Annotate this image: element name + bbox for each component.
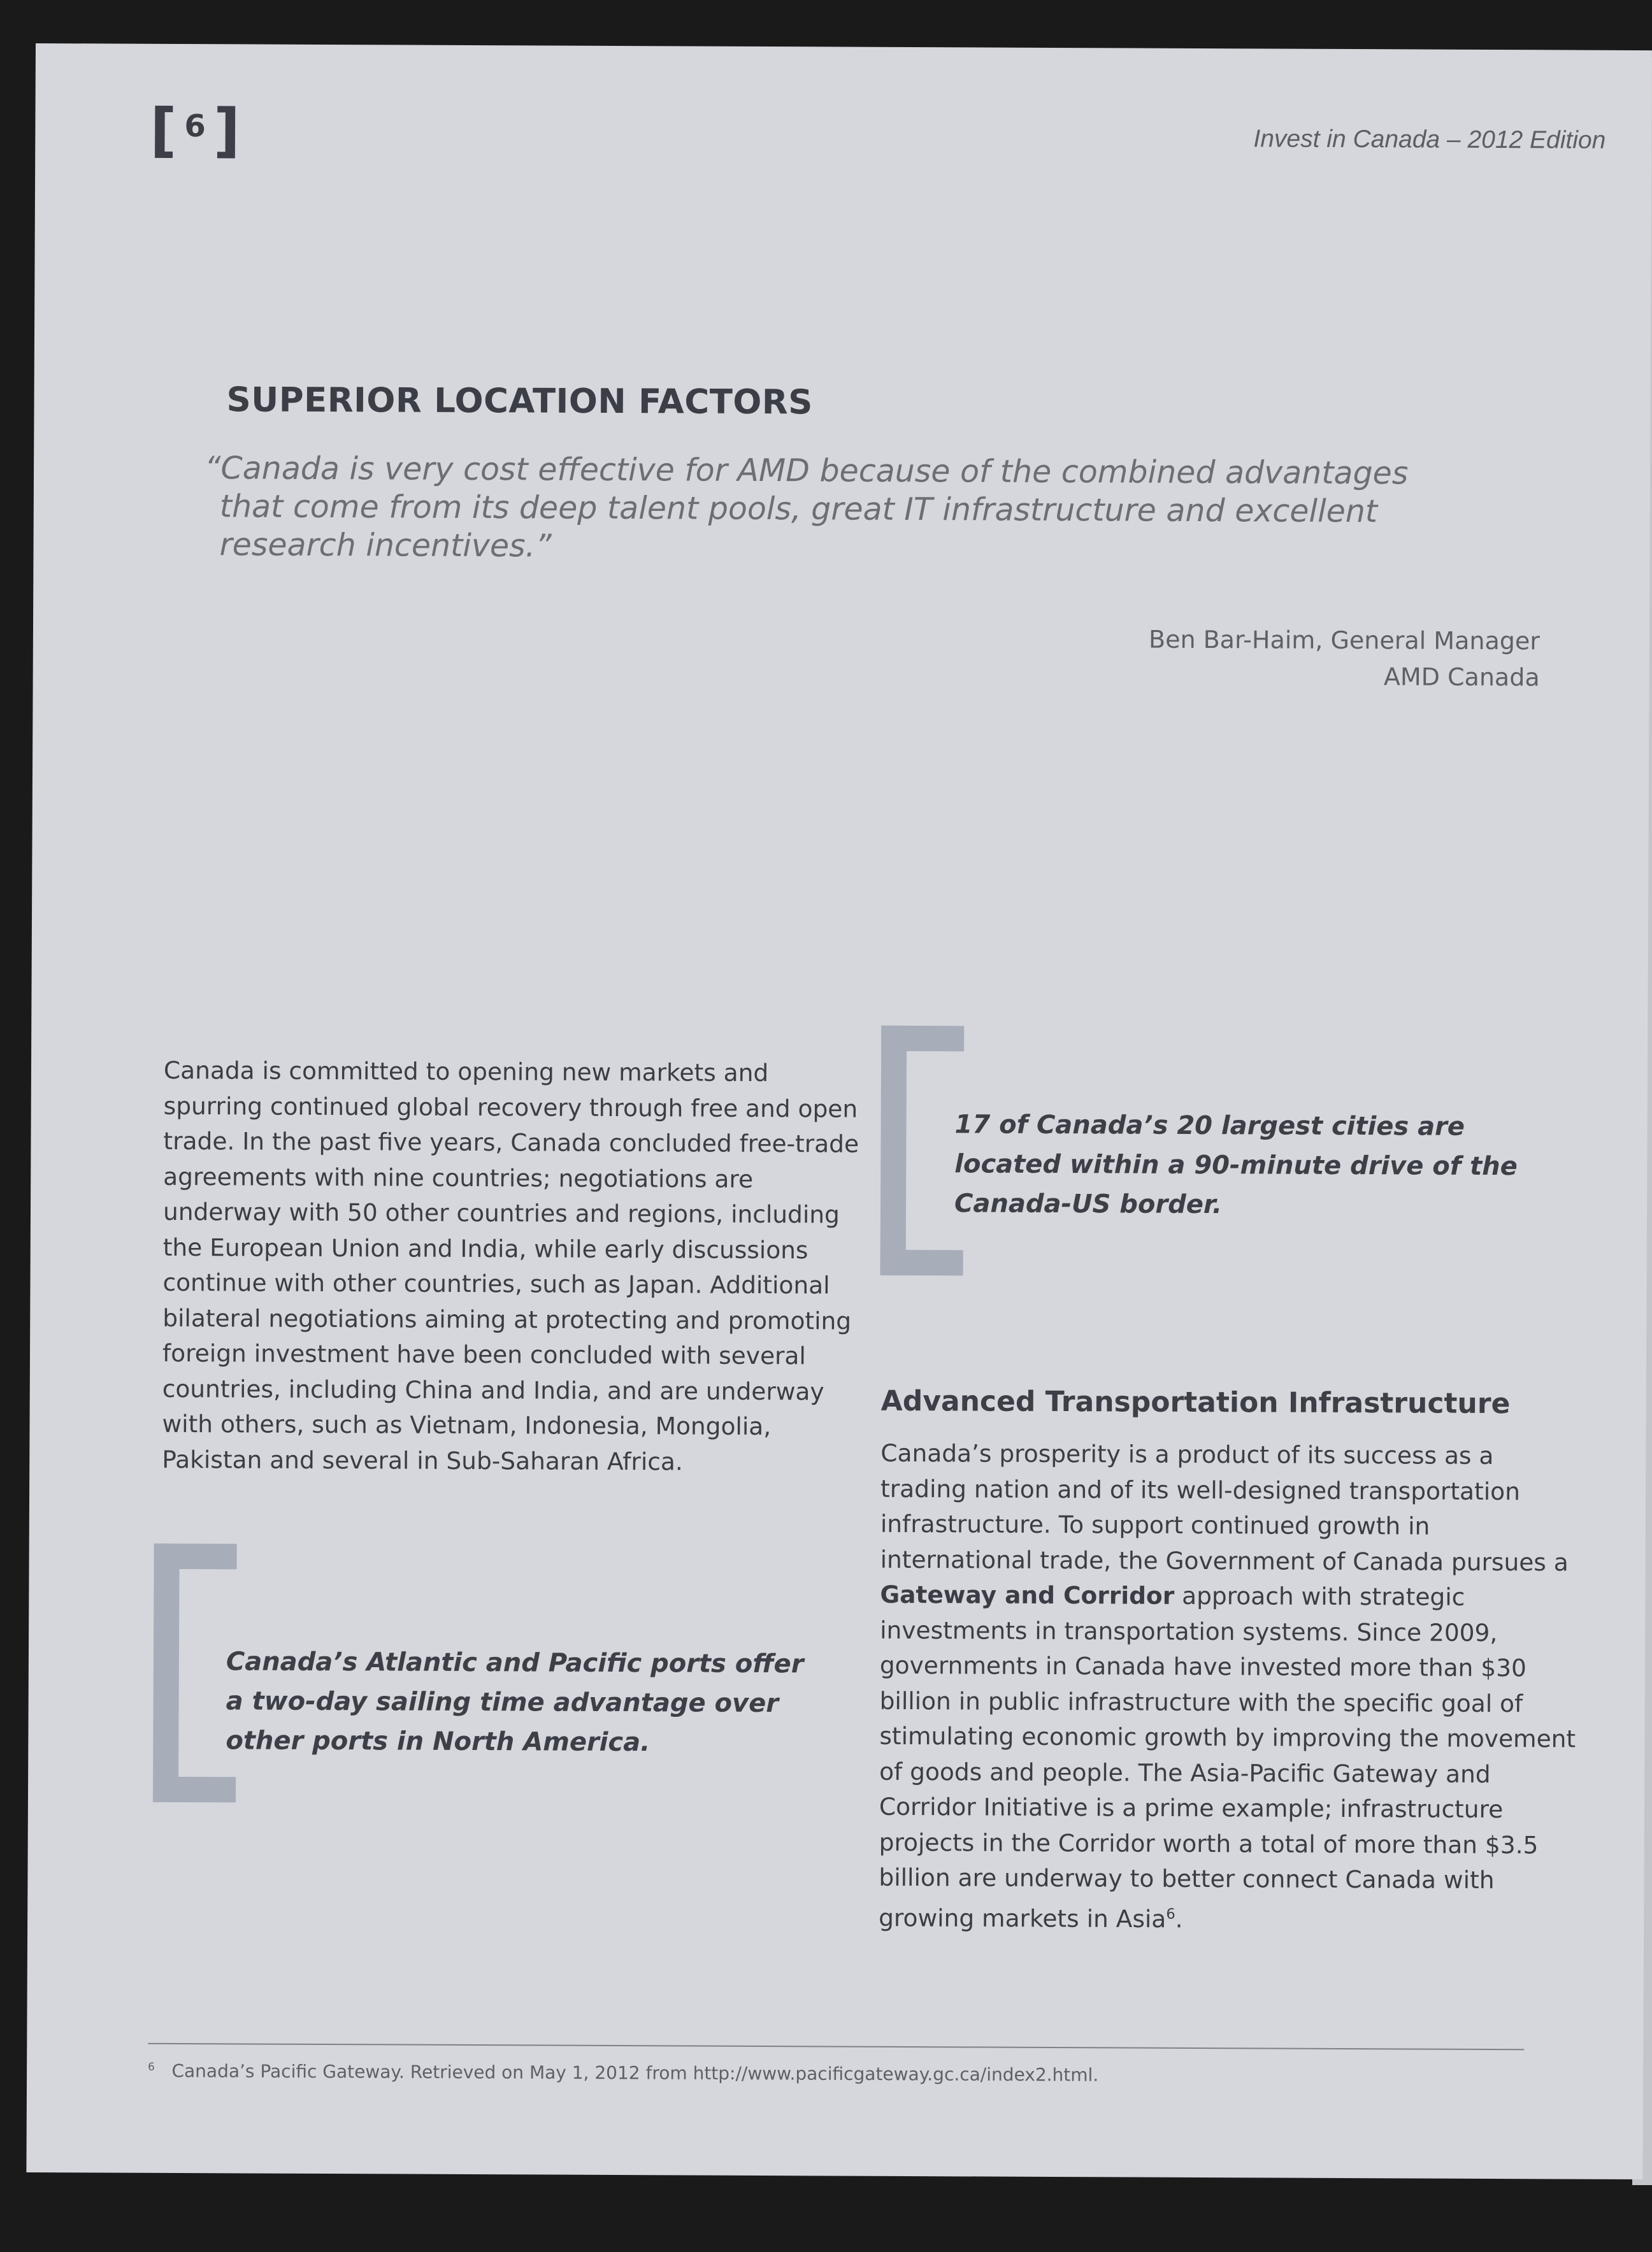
page-number-value: 6 xyxy=(184,108,209,145)
quote-line-3: research incentives.” xyxy=(219,526,552,564)
callout-bracket-right-vertical xyxy=(880,1026,907,1275)
quote-line-1: “Canada is very cost effective for AMD because of the combined advantages xyxy=(204,450,1409,492)
attribution-name: Ben Bar-Haim, General Manager xyxy=(1148,625,1541,656)
transportation-text-period: . xyxy=(1175,1904,1183,1933)
callout-bracket-left-bottom xyxy=(153,1777,236,1803)
transportation-text-start: Canada’s prosperity is a product of its success as a trading nation and of its well-designed transportation infrastructure. To support continued growth in international trade, the Government of Canada pursues a xyxy=(880,1438,1569,1577)
quote-line-2: that come from its deep talent pools, great IT infrastructure and excellent xyxy=(219,488,1378,530)
footnote-text: Canada’s Pacific Gateway. Retrieved on May 1, 2012 from http://www.pacificgateway.gc.ca/index2.html. xyxy=(171,2060,1099,2086)
callout-bracket-right-top xyxy=(881,1026,964,1052)
trade-paragraph: Canada is committed to opening new markets and spurring continued global recovery through free and open trade. In the past five years, Canada concluded free-trade agreements with nine countries; negotiations are underway with 50 other countries and regions, including the European Union and India, while early discussions continue with other countries, such as Japan. Additional bilateral negotiations aiming at protecting and promoting foreign investment have been concluded with several countries, including China and India, and are underway with others, such as Vietnam, Indonesia, Mongolia, Pakistan and several in Sub-Saharan Africa. xyxy=(162,1056,859,1475)
gateway-corridor-term: Gateway and Corridor xyxy=(880,1580,1175,1610)
footnote-reference: 6 xyxy=(1166,1905,1175,1923)
transportation-paragraph xyxy=(879,1436,1581,1939)
footnote-divider xyxy=(148,2043,1524,2050)
page-number xyxy=(150,96,243,165)
cities-callout: 17 of Canada’s 20 largest cities are located within a 90-minute drive of the Canada-US border. xyxy=(954,1110,1518,1220)
transportation-text-end: approach with strategic investments in transportation systems. Since 2009, governments in Canada have invested more than $30 billion in public infrastructure with the specific goal of stimulating economic growth by improving the movement of goods and people. The Asia-Pacific Gateway and Corridor Initiative is a prime example; infrastructure projects in the Corridor worth a total of more than $3.5 billion are underway to better connect Canada with growing markets in Asia xyxy=(879,1581,1576,1933)
page-number-open-bracket: [ xyxy=(150,96,180,164)
footnote-marker: 6 xyxy=(148,2060,155,2073)
page-number-close-bracket: ] xyxy=(213,96,243,165)
callout-bracket-right-bottom xyxy=(880,1250,963,1276)
footnote xyxy=(148,2060,1098,2086)
quote-attribution xyxy=(1149,622,1540,696)
callout-bracket-left-vertical xyxy=(153,1544,180,1802)
publication-title: Invest in Canada – 2012 Edition xyxy=(1253,125,1606,154)
attribution-org: AMD Canada xyxy=(1383,663,1540,692)
pull-quote xyxy=(204,449,1517,570)
callout-bracket-left-top xyxy=(154,1544,237,1570)
transportation-subheading: Advanced Transportation Infrastructure xyxy=(880,1384,1511,1421)
section-title: SUPERIOR LOCATION FACTORS xyxy=(226,380,813,422)
document-page xyxy=(26,43,1652,2179)
ports-callout: Canada’s Atlantic and Pacific ports offer a two-day sailing time advantage over other ports in North America. xyxy=(226,1647,804,1758)
